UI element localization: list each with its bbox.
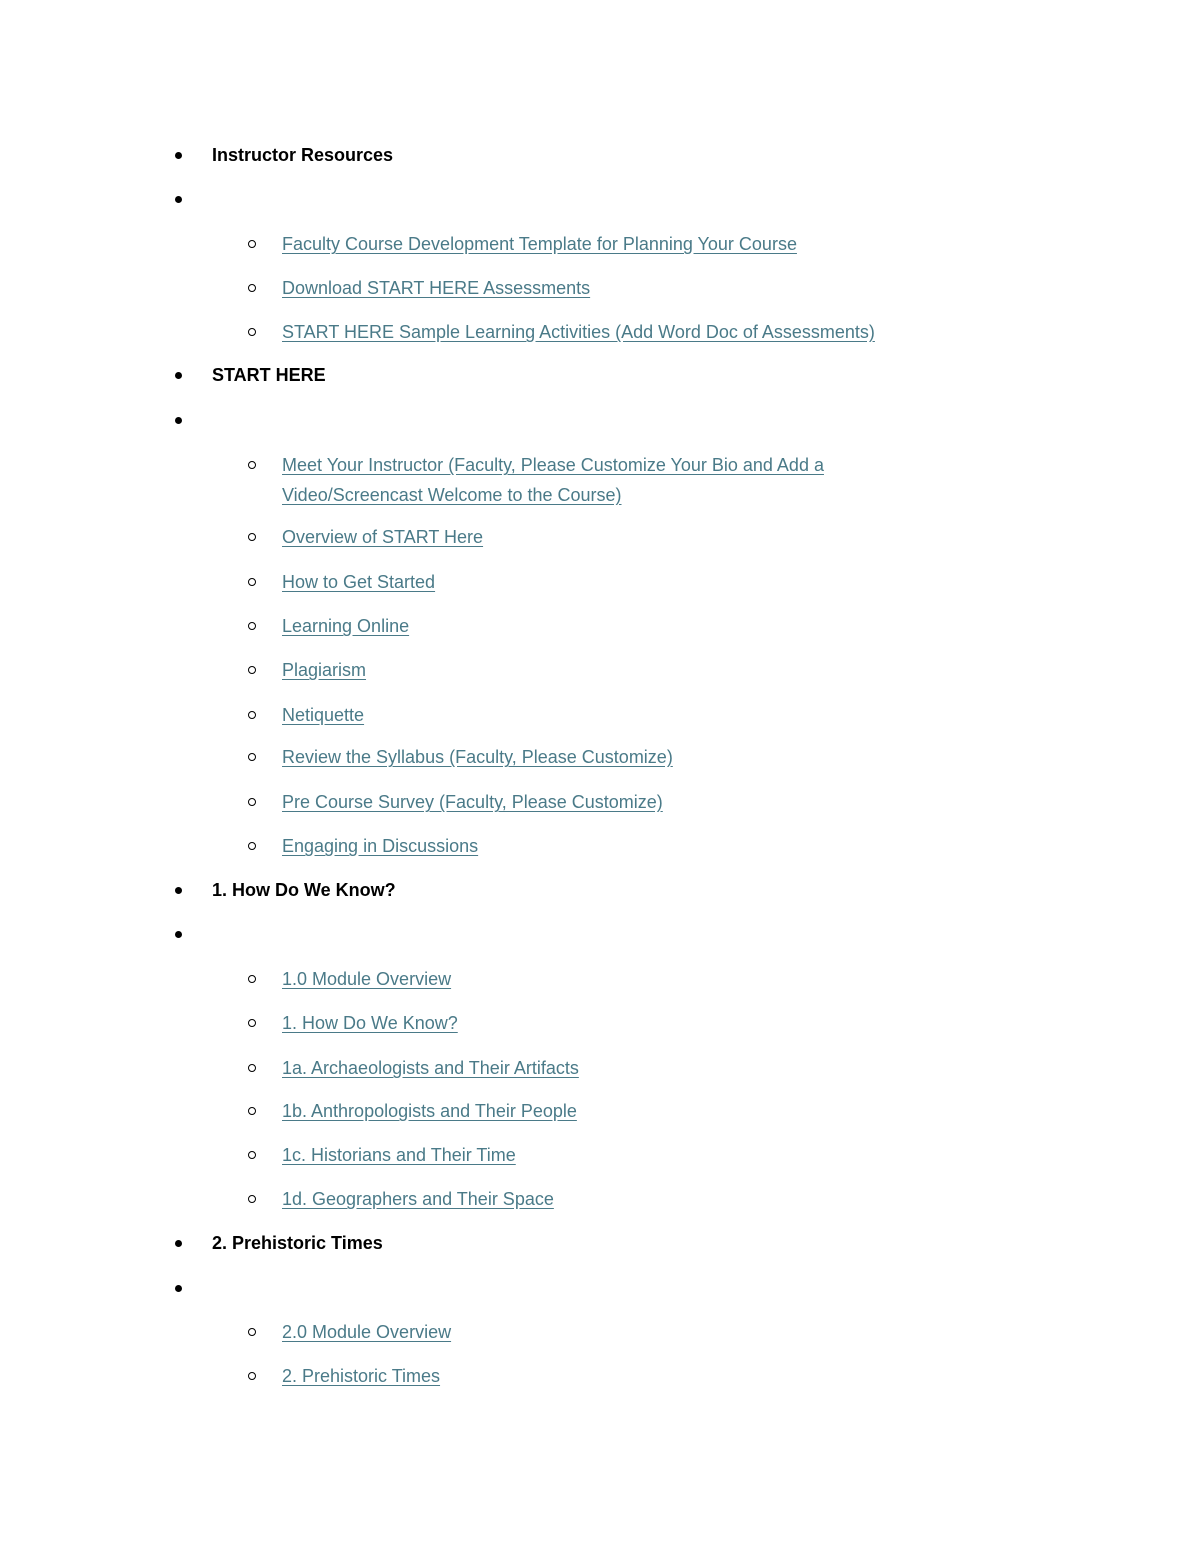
bullet-icon bbox=[175, 372, 182, 379]
section-title: 2. Prehistoric Times bbox=[212, 1233, 383, 1253]
bullet-icon bbox=[175, 931, 182, 938]
empty-list-item bbox=[0, 922, 1200, 952]
list-item bbox=[0, 1187, 1200, 1217]
circle-bullet-icon bbox=[248, 1019, 256, 1027]
empty-list-item bbox=[0, 187, 1200, 217]
link-netiquette[interactable]: Netiquette bbox=[282, 705, 365, 725]
empty-list-item bbox=[0, 1276, 1200, 1306]
link-meet-your-instructor[interactable]: Meet Your Instructor (Faculty, Please Customize Your Bio and Add a Video/Screencast Welcome to the Course) bbox=[282, 455, 824, 505]
link-2-prehistoric-times[interactable]: 2. Prehistoric Times bbox=[282, 1366, 441, 1386]
list-item bbox=[0, 1056, 1200, 1086]
circle-bullet-icon bbox=[248, 1195, 256, 1203]
circle-bullet-icon bbox=[248, 1372, 256, 1380]
circle-bullet-icon bbox=[248, 284, 256, 292]
circle-bullet-icon bbox=[248, 1151, 256, 1159]
circle-bullet-icon bbox=[248, 240, 256, 248]
section-heading-instructor-resources bbox=[0, 143, 1200, 173]
list-item bbox=[0, 1011, 1200, 1041]
link-download-start-here-assessments[interactable]: Download START HERE Assessments bbox=[282, 278, 591, 298]
circle-bullet-icon bbox=[248, 975, 256, 983]
bullet-icon bbox=[175, 196, 182, 203]
link-1b-anthropologists[interactable]: 1b. Anthropologists and Their People bbox=[282, 1101, 577, 1121]
empty-list-item bbox=[0, 408, 1200, 438]
circle-bullet-icon bbox=[248, 578, 256, 586]
list-item bbox=[0, 703, 1200, 733]
link-start-here-sample-learning-activities[interactable]: START HERE Sample Learning Activities (Add Word Doc of Assessments) bbox=[282, 322, 875, 342]
list-item bbox=[0, 790, 1200, 820]
link-2-0-module-overview[interactable]: 2.0 Module Overview bbox=[282, 1322, 452, 1342]
section-heading-start-here bbox=[0, 363, 1200, 393]
link-how-to-get-started[interactable]: How to Get Started bbox=[282, 572, 436, 592]
link-pre-course-survey[interactable]: Pre Course Survey (Faculty, Please Customize) bbox=[282, 792, 663, 812]
bullet-icon bbox=[175, 1240, 182, 1247]
link-learning-online[interactable]: Learning Online bbox=[282, 616, 410, 636]
link-1-how-do-we-know[interactable]: 1. How Do We Know? bbox=[282, 1013, 458, 1033]
circle-bullet-icon bbox=[248, 1064, 256, 1072]
circle-bullet-icon bbox=[248, 711, 256, 719]
bullet-icon bbox=[175, 1285, 182, 1292]
circle-bullet-icon bbox=[248, 622, 256, 630]
list-item bbox=[0, 745, 1200, 775]
circle-bullet-icon bbox=[248, 753, 256, 761]
section-title: 1. How Do We Know? bbox=[212, 880, 396, 900]
list-item bbox=[0, 1364, 1200, 1394]
bullet-icon bbox=[175, 417, 182, 424]
list-item bbox=[0, 570, 1200, 600]
section-heading-how-do-we-know bbox=[0, 878, 1200, 908]
list-item bbox=[0, 276, 1200, 306]
list-item bbox=[0, 614, 1200, 644]
circle-bullet-icon bbox=[248, 533, 256, 541]
circle-bullet-icon bbox=[248, 1107, 256, 1115]
list-item bbox=[0, 834, 1200, 864]
link-1a-archaeologists[interactable]: 1a. Archaeologists and Their Artifacts bbox=[282, 1058, 579, 1078]
circle-bullet-icon bbox=[248, 666, 256, 674]
list-item bbox=[0, 525, 1200, 555]
link-overview-of-start-here[interactable]: Overview of START Here bbox=[282, 527, 484, 547]
list-item bbox=[0, 658, 1200, 688]
circle-bullet-icon bbox=[248, 1328, 256, 1336]
link-1d-geographers[interactable]: 1d. Geographers and Their Space bbox=[282, 1189, 554, 1209]
circle-bullet-icon bbox=[248, 842, 256, 850]
link-plagiarism[interactable]: Plagiarism bbox=[282, 660, 367, 680]
link-1-0-module-overview[interactable]: 1.0 Module Overview bbox=[282, 969, 452, 989]
bullet-icon bbox=[175, 887, 182, 894]
section-title: START HERE bbox=[212, 365, 326, 385]
list-item bbox=[0, 1143, 1200, 1173]
link-engaging-in-discussions[interactable]: Engaging in Discussions bbox=[282, 836, 479, 856]
list-item bbox=[0, 453, 1200, 513]
circle-bullet-icon bbox=[248, 461, 256, 469]
section-title: Instructor Resources bbox=[212, 145, 394, 165]
list-item bbox=[0, 1099, 1200, 1129]
list-item bbox=[0, 232, 1200, 262]
link-review-the-syllabus[interactable]: Review the Syllabus (Faculty, Please Customize) bbox=[282, 747, 673, 767]
link-faculty-course-development-template[interactable]: Faculty Course Development Template for Planning Your Course bbox=[282, 234, 797, 254]
link-1c-historians[interactable]: 1c. Historians and Their Time bbox=[282, 1145, 516, 1165]
list-item bbox=[0, 1320, 1200, 1350]
circle-bullet-icon bbox=[248, 798, 256, 806]
section-heading-prehistoric-times bbox=[0, 1231, 1200, 1261]
list-item bbox=[0, 967, 1200, 997]
list-item bbox=[0, 320, 1200, 350]
bullet-icon bbox=[175, 152, 182, 159]
circle-bullet-icon bbox=[248, 328, 256, 336]
